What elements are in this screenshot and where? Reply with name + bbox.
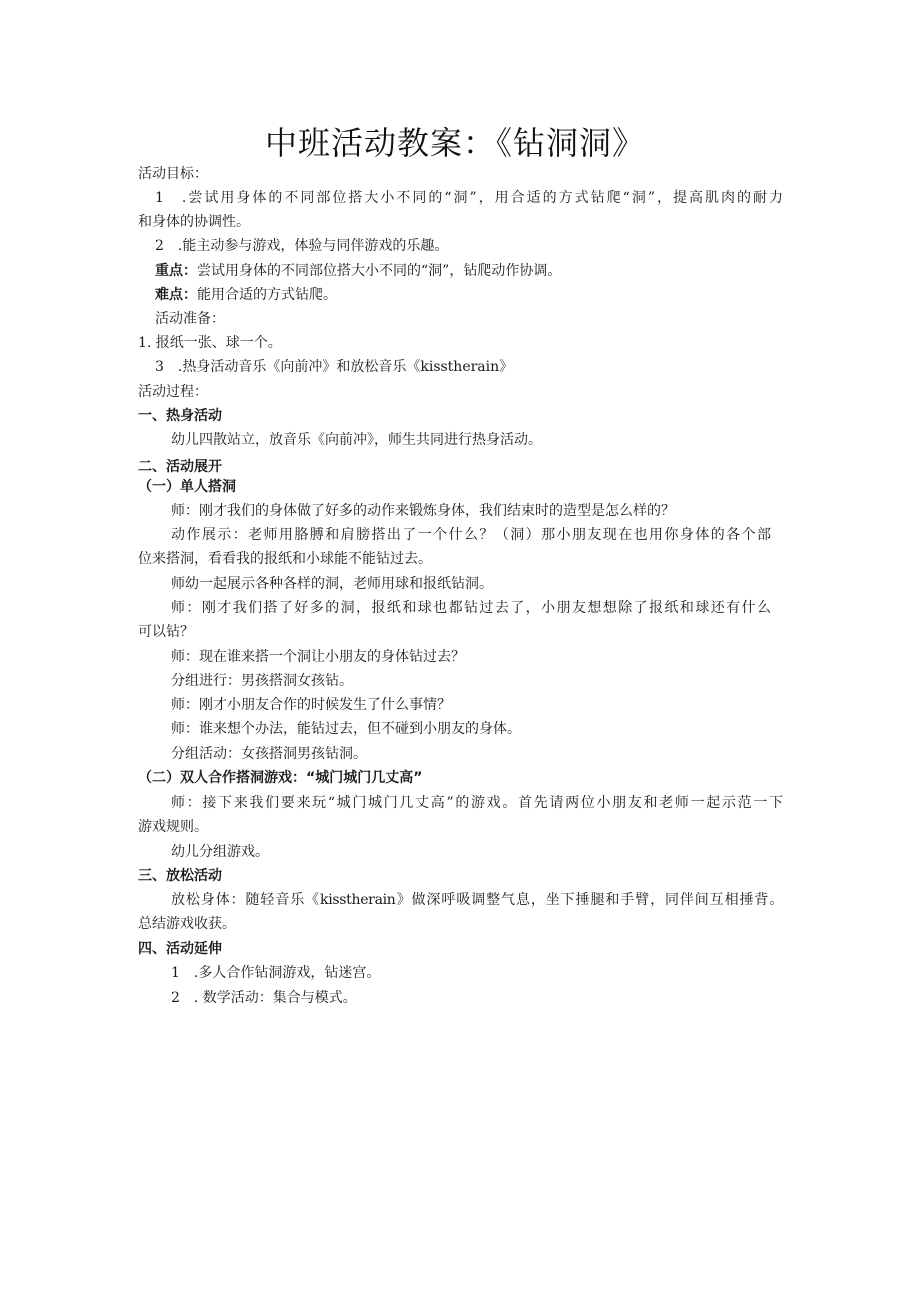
- section-2-paragraph-2: 动作展示：老师用胳膊和肩膀搭出了一个什么？（洞）那小朋友现在也用你身体的各个部: [171, 527, 771, 543]
- section-3-heading: 三、放松活动: [138, 868, 222, 884]
- prep-item-3: 3 .热身活动音乐《向前冲》和放松音乐《kisstherain》: [155, 359, 514, 375]
- key-point-text: 尝试用身体的不同部位搭大小不同的“洞”，钻爬动作协调。: [197, 263, 562, 279]
- goal-1-continued: 和身体的协调性。: [138, 214, 250, 230]
- section-2-paragraph-10-continued: 游戏规则。: [138, 819, 208, 835]
- goal-1: 1 .尝试用身体的不同部位搭大小不同的“洞”，用合适的方式钻爬“洞”，提高肌肉的耐力: [155, 190, 783, 206]
- goal-2: 2 .能主动参与游戏，体验与同伴游戏的乐趣。: [155, 238, 449, 254]
- key-point: [155, 262, 561, 280]
- difficulty-label: 难点：: [155, 287, 197, 303]
- section-2-paragraph-10: 师：接下来我们要来玩“城门城门几丈高”的游戏。首先请两位小朋友和老师一起示范一下: [171, 795, 783, 811]
- section-2-paragraph-9: 分组活动：女孩搭洞男孩钻洞。: [171, 746, 367, 762]
- process-heading: 活动过程：: [138, 384, 208, 400]
- section-1-paragraph: 幼儿四散站立，放音乐《向前冲》，师生共同进行热身活动。: [171, 432, 542, 448]
- section-4-item-2: 2 . 数学活动：集合与模式。: [171, 990, 357, 1006]
- section-3-paragraph: 放松身体：随轻音乐《kisstherain》做深呼吸调整气息，坐下捶腿和手臂，同伴间互相捶背。: [171, 892, 783, 908]
- section-2-subheading-1: （一）单人搭洞: [138, 479, 236, 495]
- difficulty: [155, 286, 337, 304]
- prep-item-1: 1. 报纸一张、球一个。: [138, 335, 282, 351]
- document-title: 中班活动教案：《钻洞洞》: [264, 124, 645, 162]
- section-2-paragraph-5: 师：现在谁来搭一个洞让小朋友的身体钻过去？: [171, 649, 465, 665]
- difficulty-text: 能用合适的方式钻爬。: [197, 287, 337, 303]
- section-2-paragraph-3: 师幼一起展示各种各样的洞，老师用球和报纸钻洞。: [171, 576, 493, 592]
- section-1-heading: 一、热身活动: [138, 408, 222, 424]
- section-2-subheading-2: （二）双人合作搭洞游戏：“城门城门几丈高”: [138, 770, 423, 786]
- section-2-paragraph-8: 师：谁来想个办法，能钻过去，但不碰到小朋友的身体。: [171, 721, 521, 737]
- section-4-heading: 四、活动延伸: [138, 941, 222, 957]
- prep-heading: 活动准备：: [155, 311, 225, 327]
- section-2-paragraph-4-continued: 可以钻？: [138, 624, 194, 640]
- section-2-heading: 二、活动展开: [138, 459, 222, 475]
- section-3-paragraph-continued: 总结游戏收获。: [138, 916, 236, 932]
- section-2-paragraph-1: 师：刚才我们的身体做了好多的动作来锻炼身体，我们结束时的造型是怎么样的？: [171, 503, 675, 519]
- section-4-item-1: 1 .多人合作钻洞游戏，钻迷宫。: [171, 965, 381, 981]
- section-2-paragraph-6: 分组进行：男孩搭洞女孩钻。: [171, 673, 353, 689]
- section-2-paragraph-2-continued: 位来搭洞，看看我的报纸和小球能不能钻过去。: [138, 551, 432, 567]
- section-2-paragraph-11: 幼儿分组游戏。: [171, 844, 269, 860]
- key-point-label: 重点：: [155, 263, 197, 279]
- goals-heading: 活动目标：: [138, 166, 208, 182]
- section-2-paragraph-7: 师：刚才小朋友合作的时候发生了什么事情？: [171, 697, 451, 713]
- section-2-paragraph-4: 师：刚才我们搭了好多的洞，报纸和球也都钻过去了，小朋友想想除了报纸和球还有什么: [171, 600, 771, 616]
